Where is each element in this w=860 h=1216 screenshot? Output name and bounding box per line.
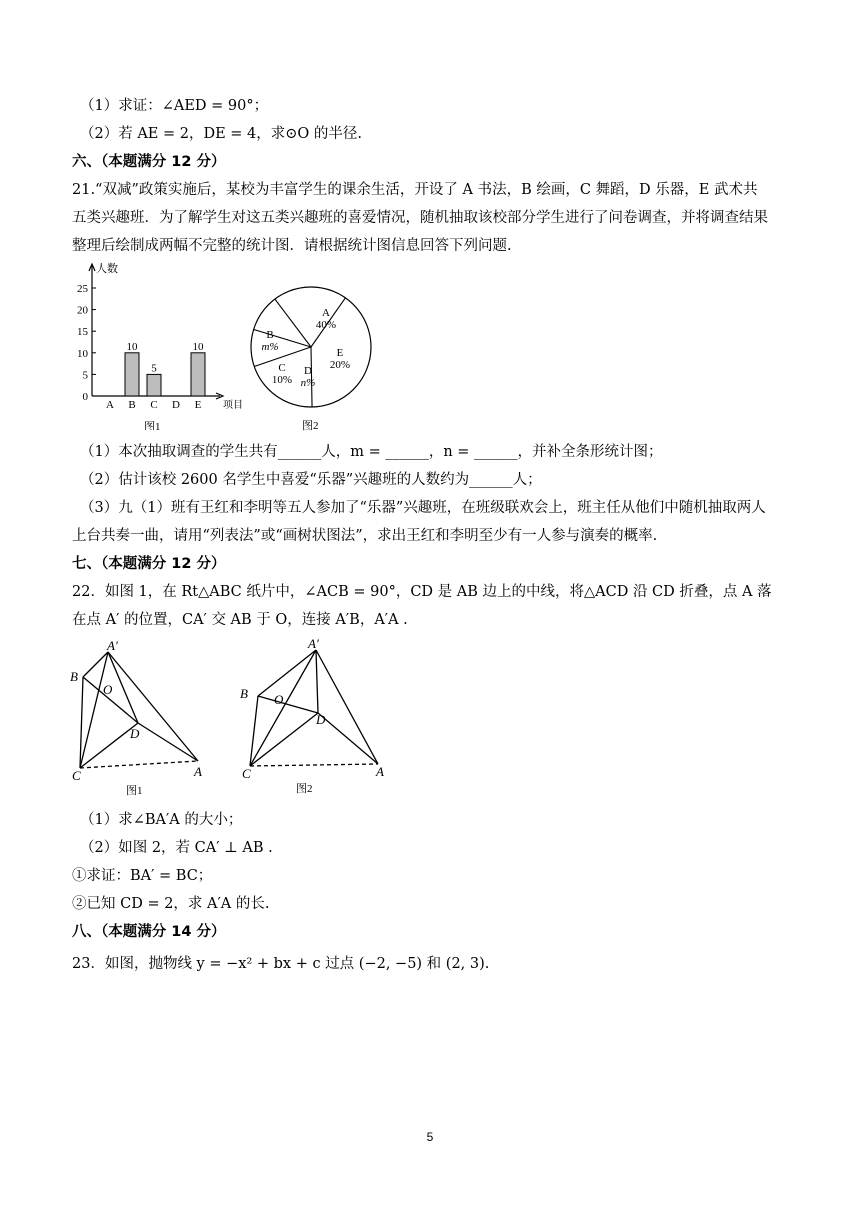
section-7-heading: 七、（本题满分 12 分）: [72, 556, 226, 572]
page-number: 5: [426, 1130, 434, 1144]
q21-part2: （2）估计该校 2600 名学生中喜爱“乐器”兴趣班的人数约为______人；: [80, 472, 542, 488]
bar-chart-xlabel: 项目: [223, 400, 243, 411]
geometry-figure-1: [68, 640, 218, 800]
svg-text:A′: A′: [308, 636, 319, 651]
y-tick-label: 25: [77, 283, 88, 295]
q21-part3-line2: 上台共奏一曲，请用“列表法”或“画树状图法”，求出王红和李明至少有一人参与演奏的概率.: [72, 528, 658, 544]
q21-text-3: 整理后绘制成两幅不完整的统计图．请根据统计图信息回答下列问题.: [72, 238, 512, 254]
pie-slice-value: 10%: [271, 374, 293, 386]
pie-slice-label: A: [322, 307, 330, 319]
pie-chart: [248, 282, 378, 432]
bar: [191, 353, 205, 396]
bar-chart-caption: 图1: [144, 421, 161, 430]
section-6-heading: 六、（本题满分 12 分）: [72, 154, 226, 170]
pie-chart-caption: 图2: [302, 420, 319, 432]
q22-part2-sub1: ①求证：BA′ = BC；: [72, 868, 213, 884]
q21-part1: （1）本次抽取调查的学生共有______人，m = ______，n = ______，并补全条形统计图；: [80, 444, 663, 460]
y-tick-label: 10: [77, 347, 88, 360]
q22-part2-sub2: ②已知 CD = 2，求 A′A 的长.: [72, 896, 270, 912]
svg-text:D: D: [130, 726, 140, 741]
pie-slice-value: m%: [261, 341, 279, 353]
bar: [147, 374, 161, 396]
q21-text-2: 五类兴趣班．为了解学生对这五类兴趣班的喜爱情况，随机抽取该校部分学生进行了问卷调查，并将调查结果: [72, 210, 768, 226]
q22-text-1: 22．如图 1，在 Rt△ABC 纸片中，∠ACB = 90°，CD 是 AB 边上的中线，将△ACD 沿 CD 折叠，点 A 落: [72, 584, 772, 600]
pie-slice-value: 40%: [315, 319, 337, 331]
geometry-figure-2: [236, 636, 396, 800]
svg-text:C: C: [72, 768, 81, 783]
bar-chart: [68, 258, 248, 430]
x-tick-label: D: [172, 399, 180, 411]
bar-value-label: 10: [192, 340, 204, 353]
pie-slice-label: C: [278, 362, 286, 374]
svg-text:B: B: [240, 686, 248, 701]
q22-part1: （1）求∠BA′A 的大小；: [80, 812, 243, 828]
q21-text-1: 21.“双减”政策实施后，某校为丰富学生的课余生活，开设了 A 书法，B 绘画，C 舞蹈，D 乐器，E 武术共: [72, 182, 758, 198]
y-tick-label: 15: [77, 326, 88, 339]
svg-text:A: A: [376, 764, 384, 779]
q23-text: 23．如图，抛物线 y = −x² + bx + c 过点 (−2, −5) 和 (2, 3).: [72, 956, 490, 972]
svg-text:C: C: [242, 766, 251, 781]
bar-value-label: 10: [126, 340, 138, 353]
svg-text:A: A: [194, 764, 202, 779]
pie-slice-value: n%: [300, 377, 316, 389]
pie-slice-label: D: [304, 365, 312, 377]
bar-value-label: 5: [151, 362, 157, 375]
svg-text:B: B: [70, 669, 78, 684]
svg-text:D: D: [316, 712, 326, 727]
pie-slice-value: 20%: [329, 359, 351, 371]
y-tick-label: 0: [82, 391, 88, 403]
bar: [125, 353, 139, 396]
svg-text:O: O: [103, 682, 113, 697]
section-8-heading: 八、（本题满分 14 分）: [72, 924, 226, 940]
q22-text-2: 在点 A′ 的位置，CA′ 交 AB 于 O，连接 A′B，A′A .: [72, 612, 408, 628]
bar-chart-ylabel: 人数: [96, 263, 118, 275]
x-tick-label: B: [128, 399, 136, 411]
svg-text:A′: A′: [107, 640, 118, 653]
q20-part2: （2）若 AE = 2，DE = 4，求⊙O 的半径.: [80, 126, 363, 142]
x-tick-label: E: [194, 399, 202, 411]
pie-slice-label: B: [266, 329, 274, 341]
x-tick-label: A: [106, 399, 114, 411]
y-tick-label: 5: [82, 369, 88, 382]
q22-part2: （2）如图 2，若 CA′ ⊥ AB .: [80, 840, 273, 856]
q20-part1: （1）求证：∠AED = 90°；: [80, 98, 269, 114]
figure-2-caption: 图2: [296, 783, 313, 795]
y-tick-label: 20: [77, 304, 88, 317]
figure-1-caption: 图1: [126, 785, 143, 797]
pie-slice-label: E: [336, 347, 344, 359]
x-tick-label: C: [150, 399, 158, 411]
q21-part3-line1: （3）九（1）班有王红和李明等五人参加了“乐器”兴趣班，在班级联欢会上，班主任从他们中随机抽取两人: [80, 500, 766, 516]
svg-text:O: O: [274, 692, 284, 707]
